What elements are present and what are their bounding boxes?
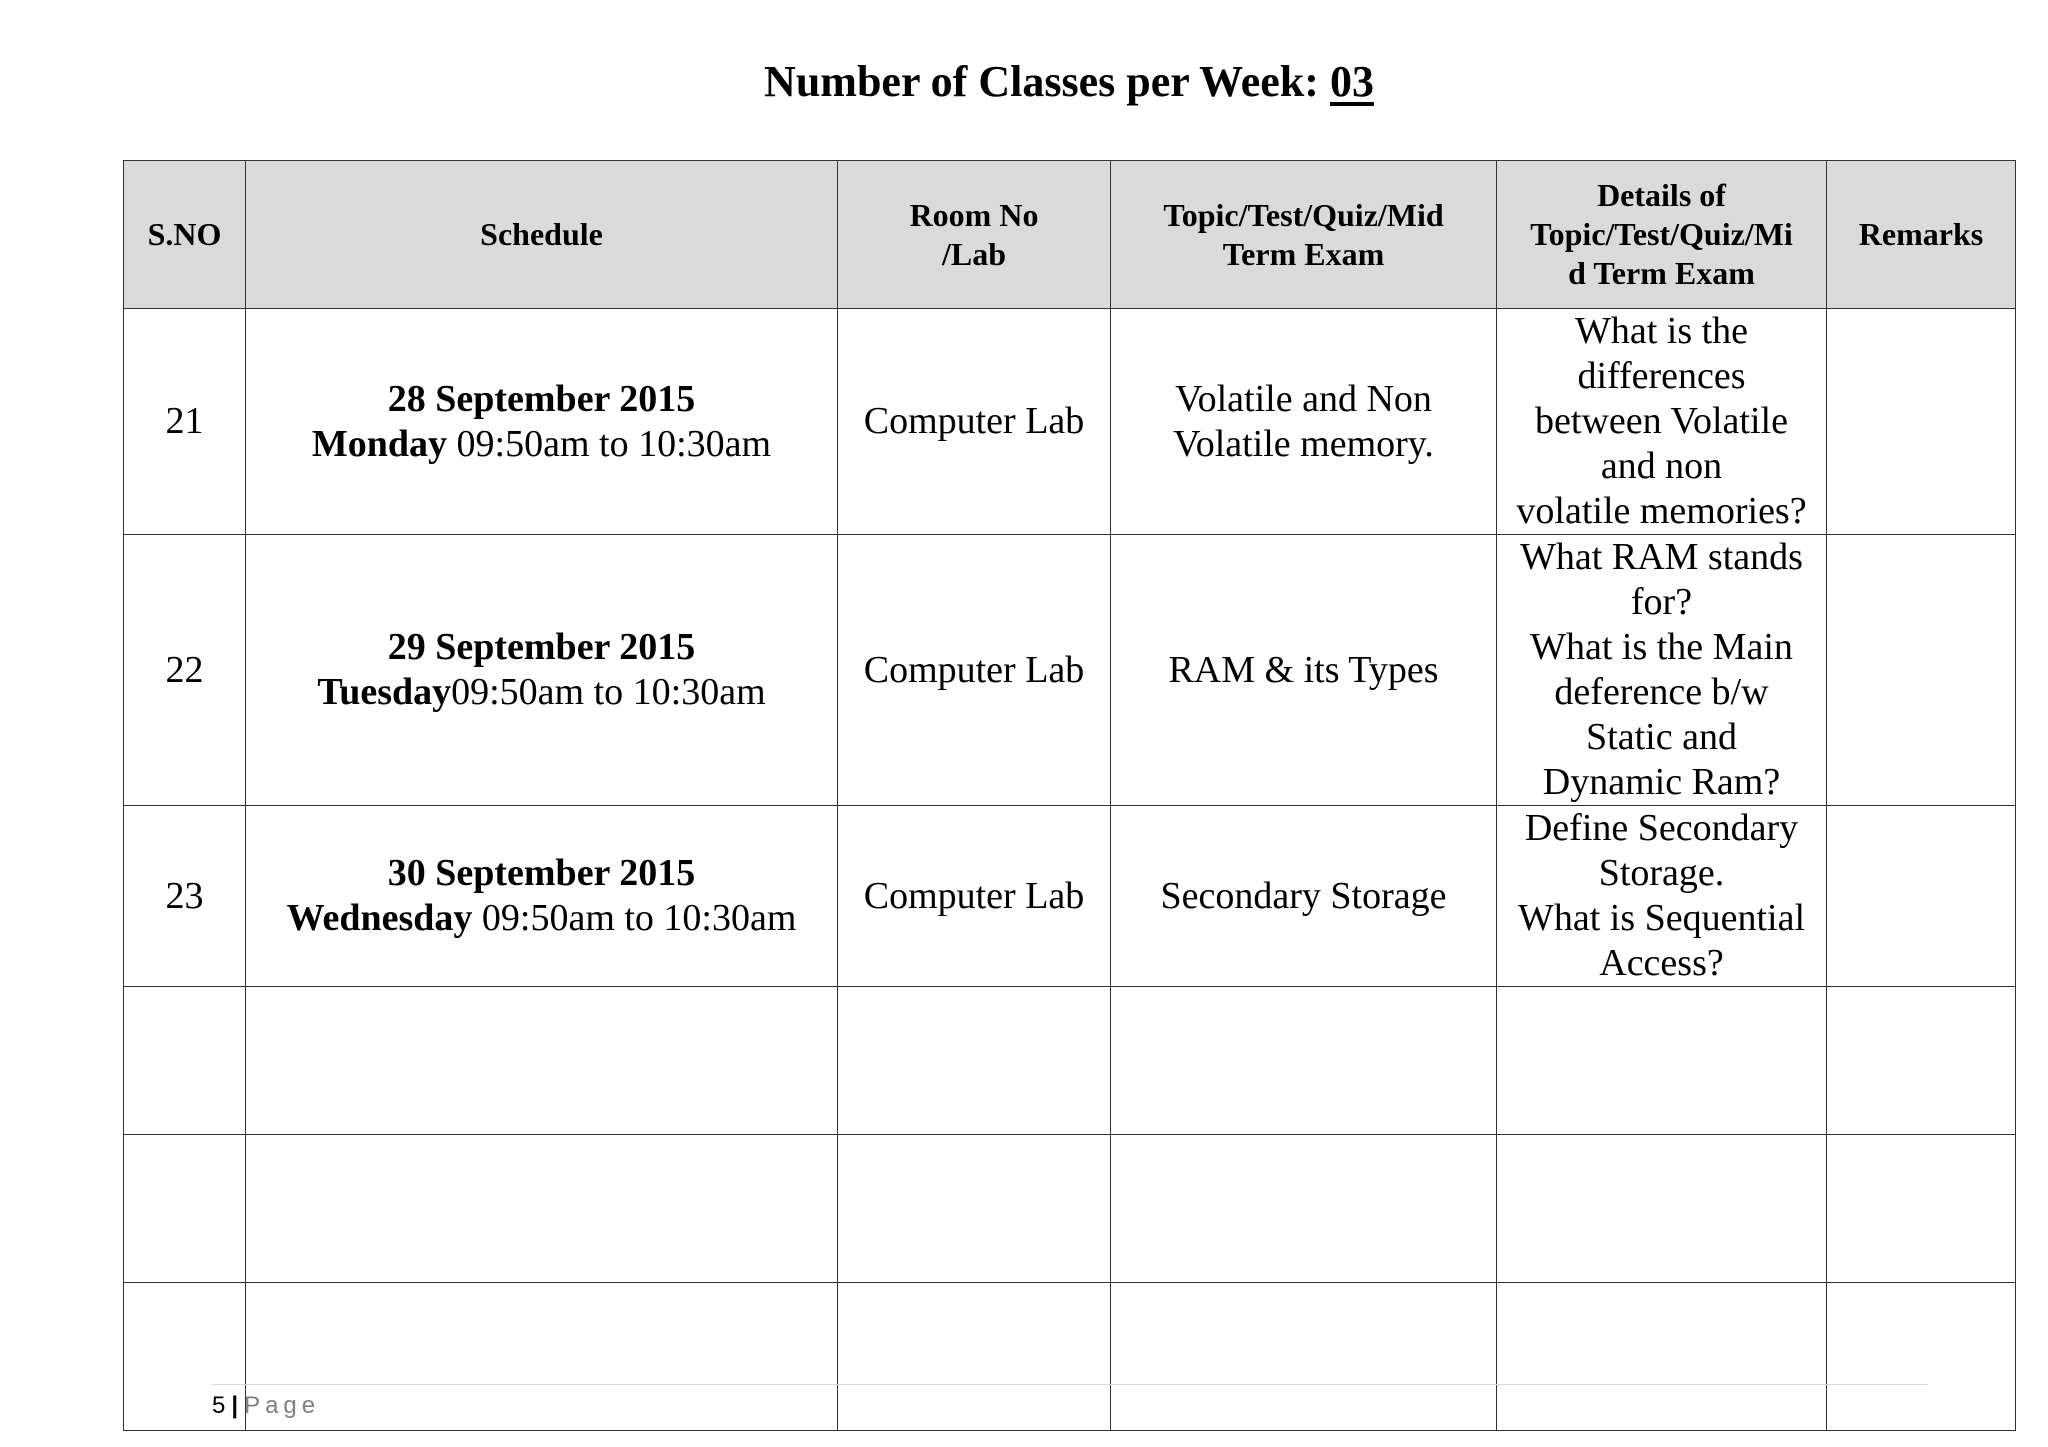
row-remarks [1827,309,2016,535]
table-row [124,806,2016,987]
row-day: Monday [311,422,448,465]
table-row-empty [124,1135,2016,1283]
row-time: 09:50am to 10:30am [451,671,766,713]
empty-cell [1497,987,1827,1135]
row-day-time [256,896,827,941]
row-room: Computer Lab [838,806,1111,987]
row-sno: 23 [124,806,246,987]
page-separator: | [231,1392,239,1419]
header-room-line2: /Lab [941,235,1007,272]
title-label: Number of Classes per Week: [764,57,1330,106]
row-details-line: What is the Main [1530,626,1793,668]
row-topic-line1: Secondary Storage [1160,874,1447,917]
class-schedule-table [123,160,2016,1431]
row-details-line: Storage. [1598,852,1725,894]
row-room: Computer Lab [838,535,1111,806]
table-row [124,309,2016,535]
row-day: Wednesday [286,897,473,939]
row-sno: 21 [124,309,246,535]
row-details-line: volatile memories? [1516,490,1807,532]
row-topic [1111,535,1497,806]
row-day: Tuesday [317,671,452,713]
empty-cell [838,987,1111,1135]
page-footer [212,1384,1928,1421]
row-sno: 22 [124,535,246,806]
row-date: 29 September 2015 [387,626,696,668]
header-topic-line2: Term Exam [1222,235,1385,272]
header-topic [1111,161,1497,309]
row-details [1497,806,1827,987]
row-day-time [256,670,827,715]
row-room: Computer Lab [838,309,1111,535]
header-details-line2: Topic/Test/Quiz/Mi [1530,216,1793,252]
header-sno: S.NO [124,161,246,309]
row-topic-line2: Volatile memory. [1173,422,1434,465]
table-row-empty [124,987,2016,1135]
header-details-line1: Details of [1597,177,1726,213]
row-topic-line1: RAM & its Types [1168,648,1439,691]
empty-cell [246,987,838,1135]
row-details-line: What is Sequential [1517,897,1806,939]
empty-cell [1497,1135,1827,1283]
empty-cell [246,1135,838,1283]
row-details-line: What is the differences [1574,310,1749,397]
empty-cell [124,1135,246,1283]
row-date: 30 September 2015 [387,852,696,894]
header-details [1497,161,1827,309]
empty-cell [838,1135,1111,1283]
empty-cell [1111,987,1497,1135]
header-room-line1: Room No [909,196,1039,233]
classes-per-week-value: 03 [1329,57,1374,106]
row-time: 09:50am to 10:30am [472,897,797,939]
row-details-line: Access? [1599,942,1724,984]
row-details-line: between Volatile and non [1535,400,1788,487]
page-title [0,52,2048,112]
row-details [1497,535,1827,806]
row-details [1497,309,1827,535]
row-day-time [256,422,827,467]
header-room [838,161,1111,309]
header-details-line3: d Term Exam [1568,255,1755,291]
empty-cell [1827,987,2016,1135]
row-details-line: deference b/w Static and [1554,671,1769,758]
page-word: Page [244,1392,321,1419]
header-topic-line1: Topic/Test/Quiz/Mid [1163,196,1444,233]
row-topic [1111,309,1497,535]
row-schedule [246,806,838,987]
row-details-line: Define Secondary [1524,807,1799,849]
table-row [124,535,2016,806]
empty-cell [1111,1135,1497,1283]
row-details-line: What RAM stands for? [1520,536,1803,623]
row-remarks [1827,806,2016,987]
page-number: 5 [212,1392,226,1419]
table-header-row [124,161,2016,309]
header-remarks: Remarks [1827,161,2016,309]
row-details-line: Dynamic Ram? [1542,761,1781,803]
empty-cell [124,987,246,1135]
row-remarks [1827,535,2016,806]
row-schedule [246,309,838,535]
row-time: 09:50am to 10:30am [447,422,772,465]
row-topic [1111,806,1497,987]
row-schedule [246,535,838,806]
row-topic-line1: Volatile and Non [1175,377,1432,420]
empty-cell [1827,1135,2016,1283]
row-date: 28 September 2015 [387,377,696,420]
header-schedule: Schedule [246,161,838,309]
